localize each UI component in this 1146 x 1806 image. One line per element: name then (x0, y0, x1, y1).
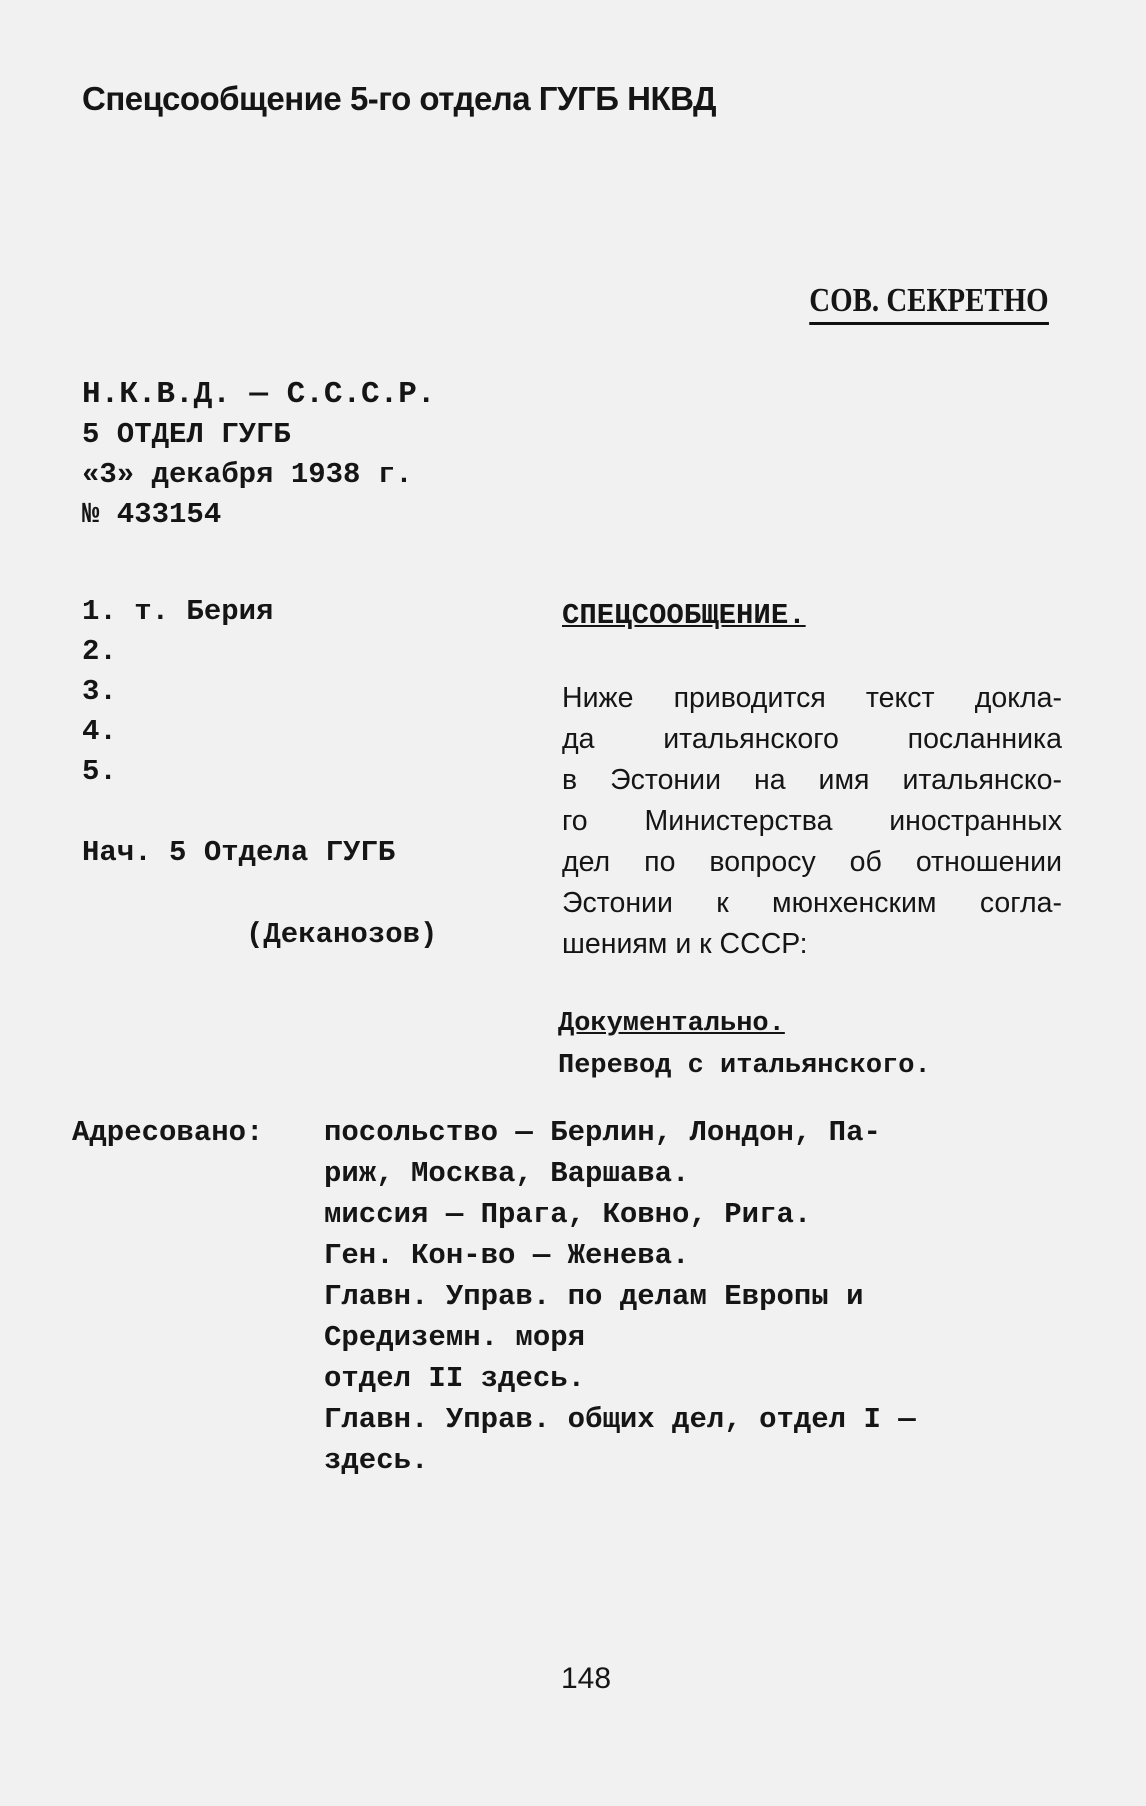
signature-name: (Деканозов) (246, 918, 438, 951)
note-line: Документально. (558, 1009, 785, 1039)
translation-note (558, 1003, 931, 1087)
paragraph-line: Эстонии к мюнхенским согла- (562, 887, 1062, 919)
recipient-item: 4. (82, 715, 117, 748)
recipient-item: 1. т. Берия (82, 595, 274, 628)
address-line: Ген. Кон-во — Женева. (324, 1239, 690, 1272)
paragraph-line: шениям и к СССР: (562, 928, 808, 960)
header-line: 5 ОТДЕЛ ГУГБ (82, 418, 291, 451)
recipient-item: 2. (82, 635, 117, 668)
signature-position: Нач. 5 Отдела ГУГБ (82, 836, 396, 869)
header-line: «3» декабря 1938 г. (82, 458, 413, 491)
note-line: Перевод с итальянского. (558, 1051, 931, 1081)
address-line: риж, Москва, Варшава. (324, 1157, 690, 1190)
address-line: посольство — Берлин, Лондон, Па- (324, 1116, 881, 1149)
address-line: Средиземн. моря (324, 1321, 586, 1354)
header-line: № 433154 (82, 498, 222, 531)
addressed-label: Адресовано: (72, 1116, 264, 1149)
intro-paragraph (562, 678, 1062, 965)
address-line: здесь. (324, 1444, 429, 1477)
address-line: отдел II здесь. (324, 1362, 586, 1395)
paragraph-line: да итальянского посланника (562, 723, 1062, 755)
header-line: Н.К.В.Д. — С.С.С.Р. (82, 377, 436, 412)
address-line: миссия — Прага, Ковно, Рига. (324, 1198, 812, 1231)
document-header (82, 375, 435, 535)
page-number: 148 (561, 1662, 612, 1695)
paragraph-line: в Эстонии на имя итальянско- (562, 764, 1062, 796)
recipient-item: 3. (82, 675, 117, 708)
address-line: Главн. Управ. общих дел, отдел I — (324, 1403, 916, 1436)
classification-stamp: СОВ. СЕКРЕТНО (810, 282, 1049, 325)
address-line: Главн. Управ. по делам Европы и (324, 1280, 864, 1313)
paragraph-line: Ниже приводится текст докла- (562, 682, 1062, 714)
recipient-item: 5. (82, 755, 117, 788)
addressed-block (72, 1112, 916, 1481)
recipient-list (82, 592, 273, 792)
page-title: Спецсообщение 5-го отдела ГУГБ НКВД (82, 80, 716, 117)
subject-heading: СПЕЦСООБЩЕНИЕ. (562, 599, 806, 632)
paragraph-line: го Министерства иностранных (562, 805, 1062, 837)
paragraph-line: дел по вопросу об отношении (562, 846, 1062, 878)
